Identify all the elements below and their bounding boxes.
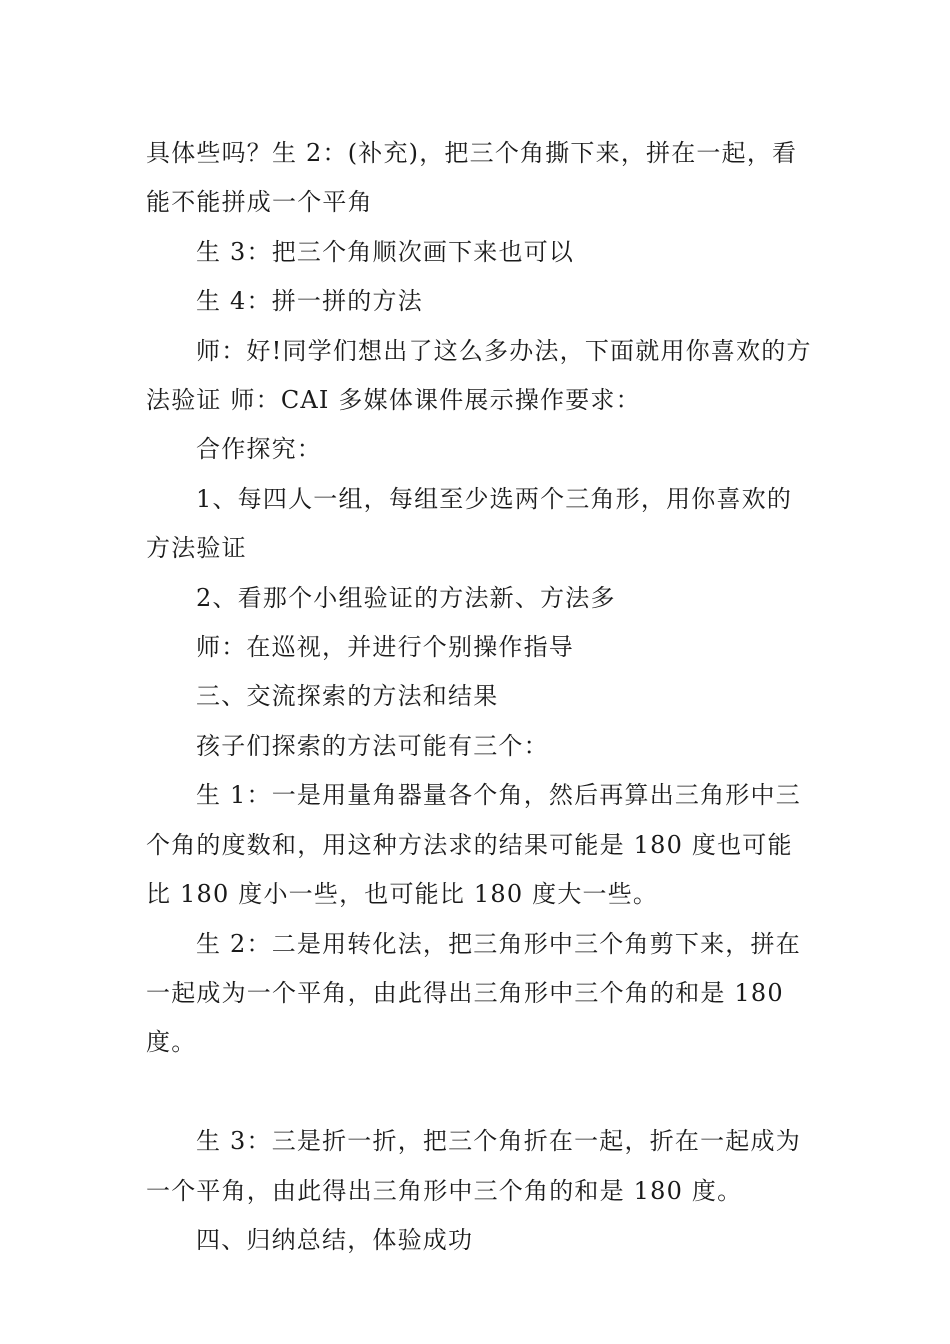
paragraph-11: 生 1：一是用量角器量各个角，然后再算出三角形中三个角的度数和，用这种方法求的结果可能是 180 度也可能比 180 度小一些，也可能比 180 度大一些。 bbox=[146, 781, 801, 909]
paragraph-12: 生 2：二是用转化法，把三角形中三个角剪下来，拼在一起成为一个平角，由此得出三角形中三个角的和是 180 度。 bbox=[146, 929, 801, 1057]
paragraph-4: 师：好!同学们想出了这么多办法，下面就用你喜欢的方法验证 师：CAI 多媒体课件展示操作要求： bbox=[146, 336, 812, 415]
paragraph-spacer bbox=[146, 1068, 814, 1117]
paragraph-10: 孩子们探索的方法可能有三个： bbox=[196, 731, 549, 760]
document-body bbox=[146, 129, 814, 1265]
paragraph-2: 生 3：把三个角顺次画下来也可以 bbox=[196, 237, 575, 266]
paragraph-7: 2、看那个小组验证的方法新、方法多 bbox=[196, 583, 616, 612]
paragraph-13: 生 3：三是折一折，把三个角折在一起，折在一起成为一个平角，由此得出三角形中三个角的和是 180 度。 bbox=[146, 1127, 801, 1205]
paragraph-5: 合作探究： bbox=[196, 435, 322, 464]
section-heading-3: 三、交流探索的方法和结果 bbox=[196, 682, 499, 711]
section-heading-4: 四、归纳总结，体验成功 bbox=[196, 1225, 474, 1254]
paragraph-6: 1、每四人一组，每组至少选两个三角形，用你喜欢的方法验证 bbox=[146, 484, 793, 563]
paragraph-1: 具体些吗？生 2：(补充)，把三个角撕下来，拼在一起，看能不能拼成一个平角 bbox=[146, 139, 798, 217]
paragraph-3: 生 4：拼一拼的方法 bbox=[196, 287, 423, 316]
paragraph-8: 师：在巡视，并进行个别操作指导 bbox=[196, 633, 574, 662]
